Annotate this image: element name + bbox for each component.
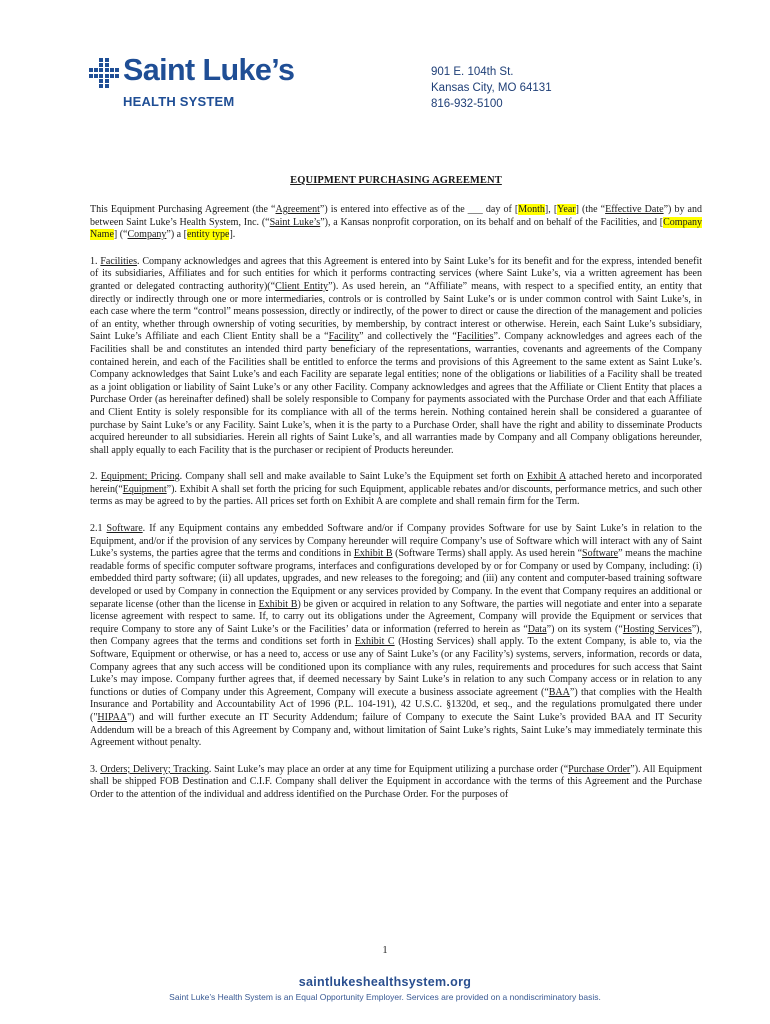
org-address [431, 64, 552, 112]
section-1-paragraph: 1. Facilities. Company acknowledges and agrees that this Agreement is entered into by Saint Luke’s for its benefit and for the express, intended benefit of its subsidiaries, Affiliates and for such entities for which it performs contracting services (where Saint Luke’s, via a written agreement has been granted or delegated contracting authority)(“Client Entity”). As used herein, an “Affiliate” means, with respect to a specified entity, an entity that directly or indirectly through one or more intermediaries, controls or is controlled by Saint Luke’s or is under common control with Saint Luke’s, in each case where the term “control” means possession, directly or indirectly, of the power to direct or cause the direction of the management and policies of an entity, whether through ownership of voting securities, by membership, by contract interest or otherwise. Herein, each Saint Luke’s subsidiary, Saint Luke’s Affiliate and each Client Entity shall be a “Facility” and collectively the “Facilities”. Company acknowledges and agrees each of the Facilities shall be and constitutes an intended third party beneficiary of the representations, warranties, covenants and agreements of the Company contained herein, and each of the Facilities shall be entitled to enforce the terms and provisions of this Agreement to the same extent as Saint Luke’s. Company acknowledges that Saint Luke’s and each Facility are separate legal entities; none of the obligations or liabilities of a Facility shall be treated as a joint obligation or liability of Saint Luke’s or any other Facility. Company acknowledges and agrees that the Affiliate or Client Entity that places a Purchase Order (as hereinafter defined) shall be solely responsible to Company for payments associated with the Purchase Order and that each Affiliate and Client Entity is solely responsible for its compliance with all of the terms herein. Nothing contained herein shall be considered a guarantee of purchase by Saint Luke’s or any Facility. Saint Luke’s, when it is the party to a Purchase Order, shall have the right and ability to disseminate Products acquired hereunder to all subsidiaries. Herein all rights of Saint Luke’s, and all warranties made by Company and all Company obligations hereunder, shall apply equally to each Facility that is the purchaser or recipient of Products hereunder. [90, 255, 703, 456]
footer-website: saintlukeshealthsystem.org [298, 975, 472, 989]
term-data: Data [527, 623, 547, 635]
cross-grid-icon [89, 58, 119, 88]
address-phone: 816-932-5100 [431, 98, 503, 110]
placeholder-entity-type: entity type [186, 229, 230, 241]
term-purchase-order: Purchase Order [568, 763, 631, 775]
ref-exhibit-b-2: Exhibit B [258, 598, 298, 610]
term-company: Company [127, 229, 167, 241]
footer-eeo-note: Saint Luke’s Health System is an Equal Opportunity Employer. Services are provided on a nondiscriminatory basis. [169, 992, 601, 1002]
address-city: Kansas City, MO 64131 [431, 82, 552, 94]
section-2-paragraph: 2. Equipment; Pricing. Company shall sell and make available to Saint Luke’s the Equipment set forth on Exhibit A attached hereto and incorporated herein(“Equipment”). Exhibit A shall set forth the pricing for such Equipment, applicable rebates and/or discounts, performance metrics, and such other terms as may be agreed to by the parties. All prices set forth on Exhibit A are complete and shall remain firm for the Term. [90, 471, 703, 508]
placeholder-company-name: Company Name [90, 216, 703, 241]
term-hosting-services: Hosting Services [622, 623, 692, 635]
section-3-paragraph: 3. Orders; Delivery; Tracking. Saint Luke’s may place an order at any time for Equipment utilizing a purchase order (“Purchase Order”). All Equipment shall be shipped FOB Destination and C.I.F. Company shall deliver the Equipment in accordance with the terms of this Agreement and the Purchase Order to the attention of the individual and address identified on the Purchase Order. For the purposes of [90, 763, 702, 800]
section-1-heading: Facilities [100, 255, 138, 267]
term-effective-date: Effective Date [605, 204, 664, 215]
term-equipment: Equipment [122, 483, 167, 495]
term-client-entity: Client Entity [275, 280, 329, 292]
term-agreement: Agreement [275, 204, 320, 215]
ref-exhibit-b: Exhibit B [353, 548, 393, 560]
section-2-1-paragraph: 2.1 Software. If any Equipment contains any embedded Software and/or if Company provides Software for use by Saint Luke’s in relation to the Equipment, and/or if the provision of any services by Company hereunder will require Company’s use of Software which will interact with any of Saint Luke’s systems, the parties agree that the terms and conditions in Exhibit B (Software Terms) shall apply. As used herein “Software” means the machine readable forms of specific computer software programs, interfaces and configurations developed by or for Company or used by Company, including: (i) embedded third party software; (ii) all updates, upgrades, and new releases to the foregoing; and (iii) any content and computer-based training software developed or used by Company in connection the Equipment or any services provided by Company. In the event that Company requires an additional or separate license (other than the license in Exhibit B) be given or acquired in relation to any Software, the parties will negotiate and enter into a separate license agreement with respect to same. If, to carry out its obligations under the Agreement, Company will provide the Equipment or services that require Company to store any of Saint Luke’s or the Facilities’ data or information (referred to herein as “Data”) on its system (“Hosting Services”), then Company agrees that the terms and conditions set forth in Exhibit C (Hosting Services) shall apply. To the extent Company, is able to, via the Software, Equipment or otherwise, or has a need to, access or use any of Saint Luke’s (or any Facility’s) systems, servers, information, records or data, Company agrees that any such access will be conditioned upon its compliance with any rules, requirements and procedures for such access that Saint Luke’s may impose. Company further agrees that, if deemed necessary by Saint Luke’s in relation to any such Company access or in relation to any functions or duties of Company under this Agreement, Company will execute a business associate agreement (“BAA”) that complies with the Health Insurance and Portability and Accountability Act of 1996 (P.L. 104-191), 42 U.S.C. §1320d, et seq., and the regulations promulgated there under ("HIPAA") and will further execute an IT Security Addendum; failure of Company to execute the Saint Luke’s provided BAA and IT Security Addendum will be a breach of this Agreement by Company and, without limitation of Saint Luke’s rights, Saint Luke’s may immediately terminate this Agreement without penalty. [90, 523, 703, 749]
page-number: 1 [382, 945, 388, 956]
org-name: Saint Luke’s [123, 53, 295, 87]
section-2-1-heading: Software [106, 523, 143, 535]
term-software: Software [582, 548, 619, 560]
document-body [90, 175, 702, 816]
org-subtitle: HEALTH SYSTEM [123, 94, 235, 109]
section-3-heading: Orders; Delivery; Tracking [100, 763, 209, 775]
ref-exhibit-c: Exhibit C [354, 636, 395, 648]
placeholder-year: Year [557, 204, 576, 215]
term-facilities: Facilities [456, 331, 494, 343]
intro-paragraph: This Equipment Purchasing Agreement (the “Agreement”) is entered into effective as of the ___ day of [Month], [Year] (the “Effective Date”) by and between Saint Luke’s Health System, Inc. (“Saint Luke’s”), a Kansas nonprofit corporation, on its behalf and on behalf of the Facilities, and [Company Name] (“Company”) a [entity type]. [90, 204, 703, 241]
address-street: 901 E. 104th St. [431, 66, 514, 78]
term-baa: BAA [548, 686, 570, 698]
term-hipaa: HIPAA [97, 711, 128, 723]
ref-exhibit-a: Exhibit A [526, 471, 566, 483]
term-facility: Facility [328, 331, 360, 343]
section-2-heading: Equipment; Pricing [100, 471, 180, 483]
document-title: EQUIPMENT PURCHASING AGREEMENT [290, 175, 502, 186]
term-saint-lukes: Saint Luke’s [269, 216, 321, 228]
placeholder-month: Month [518, 204, 545, 215]
org-logo [89, 55, 349, 115]
